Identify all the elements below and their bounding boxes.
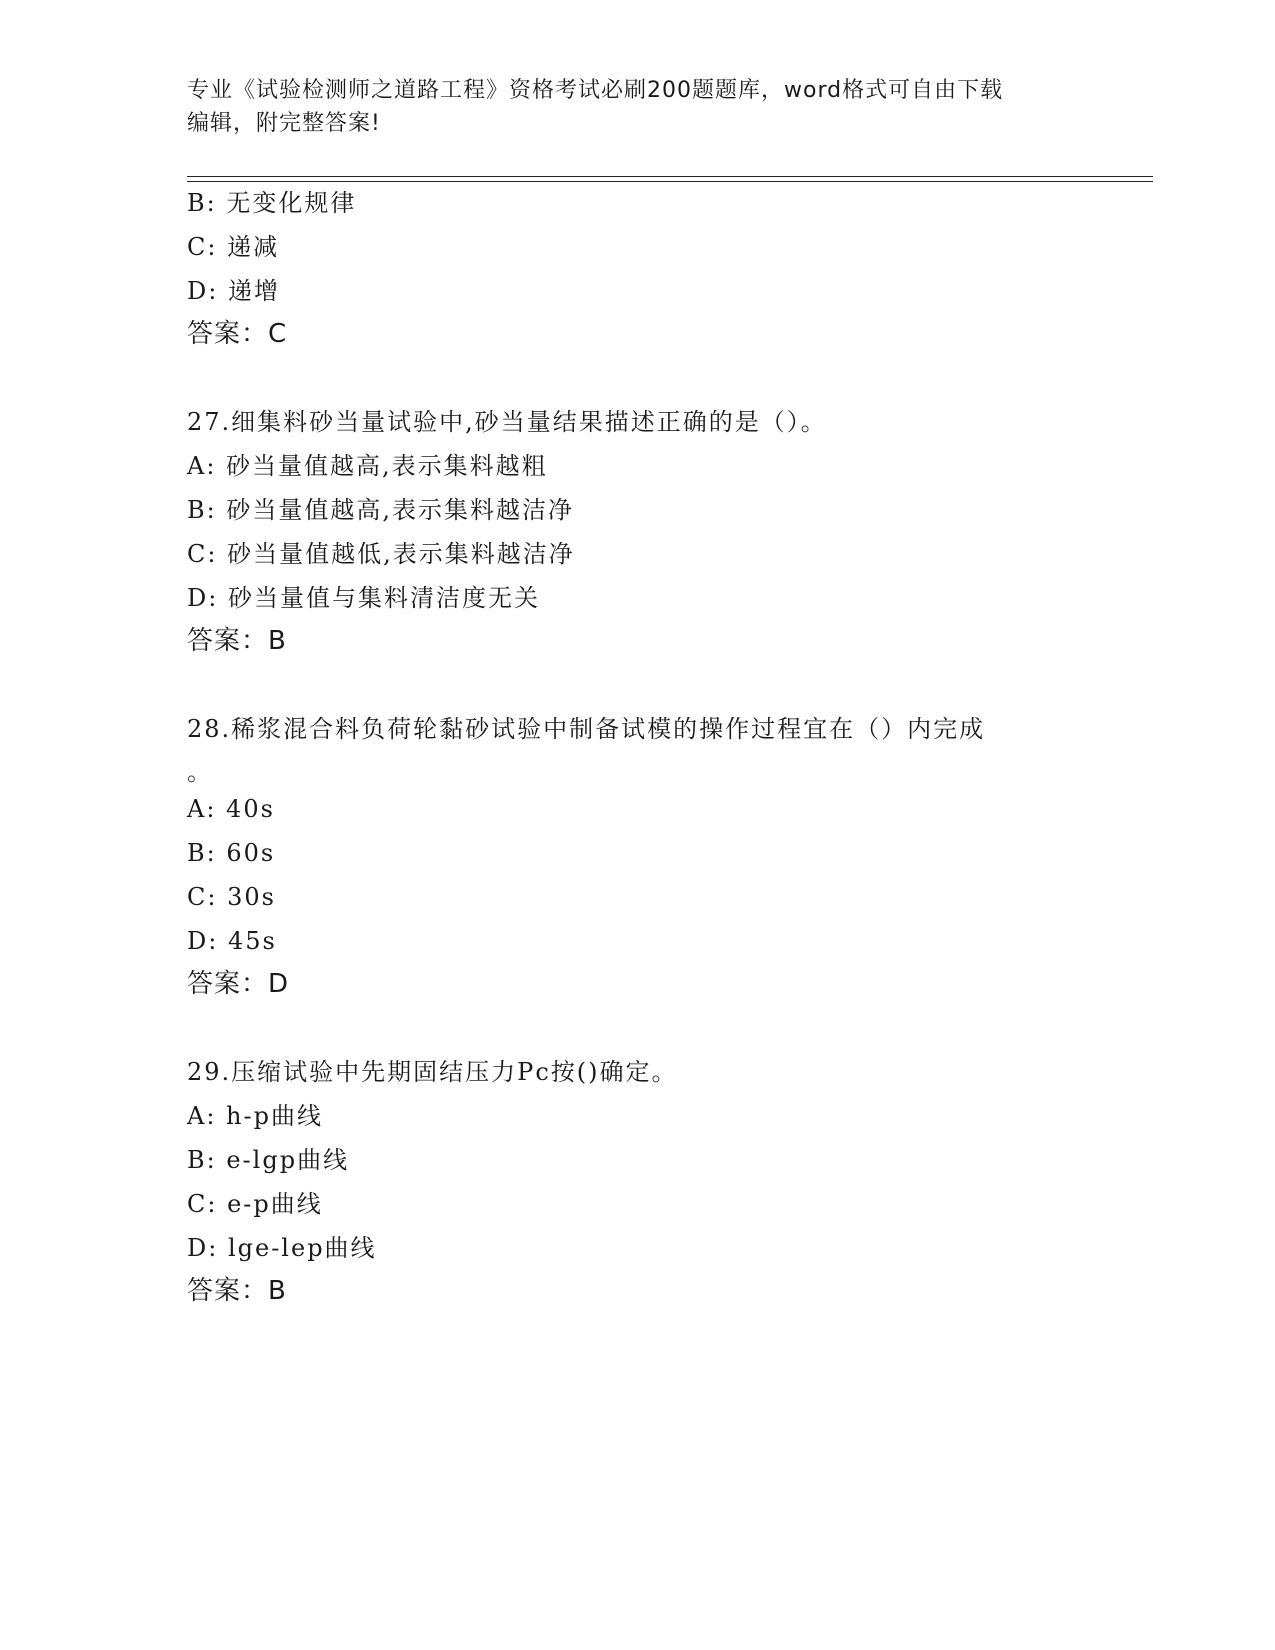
document-header — [187, 74, 1067, 140]
header-divider-bottom — [187, 181, 1153, 182]
question-29-block — [187, 1057, 1087, 1306]
question-27-block — [187, 407, 1087, 656]
question-29-answer: 答案：B — [187, 1276, 287, 1306]
question-26-option-d: D: 递增 — [187, 277, 280, 305]
header-divider-top — [187, 176, 1153, 177]
question-28-text: 28.稀浆混合料负荷轮黏砂试验中制备试模的操作过程宜在（）内完成 — [187, 715, 986, 743]
question-29-option-b: B: e-lgp曲线 — [187, 1146, 350, 1174]
header-title-line-1: 专业《试验检测师之道路工程》资格考试必刷200题题库，word格式可自由下载 — [187, 78, 1004, 103]
question-29-option-a: A: h-p曲线 — [187, 1102, 323, 1130]
question-27-option-b: B: 砂当量值越高,表示集料越洁净 — [187, 496, 574, 524]
question-28-option-c: C: 30s — [187, 883, 276, 911]
question-28-option-b: B: 60s — [187, 839, 276, 867]
question-list — [187, 188, 1087, 1306]
question-27-answer: 答案：B — [187, 626, 287, 656]
question-28-text-tail: 。 — [187, 758, 211, 786]
question-28-block — [187, 714, 1087, 999]
header-title-line-2: 编辑，附完整答案! — [187, 111, 381, 136]
question-28-option-a: A: 40s — [187, 795, 275, 823]
question-26-option-c: C: 递减 — [187, 233, 280, 261]
question-27-option-d: D: 砂当量值与集料清洁度无关 — [187, 584, 540, 612]
question-29-text: 29.压缩试验中先期固结压力Pc按()确定。 — [187, 1058, 678, 1086]
question-26-answer: 答案：C — [187, 319, 288, 349]
question-28-answer: 答案：D — [187, 969, 290, 999]
question-28-option-d: D: 45s — [187, 927, 277, 955]
question-27-option-a: A: 砂当量值越高,表示集料越粗 — [187, 452, 548, 480]
question-26-block — [187, 188, 1087, 349]
question-27-text: 27.细集料砂当量试验中,砂当量结果描述正确的是（）。 — [187, 408, 827, 436]
question-29-option-c: C: e-p曲线 — [187, 1190, 323, 1218]
question-26-option-b: B: 无变化规律 — [187, 189, 357, 217]
question-29-option-d: D: lge-lep曲线 — [187, 1234, 377, 1262]
question-27-option-c: C: 砂当量值越低,表示集料越洁净 — [187, 540, 575, 568]
